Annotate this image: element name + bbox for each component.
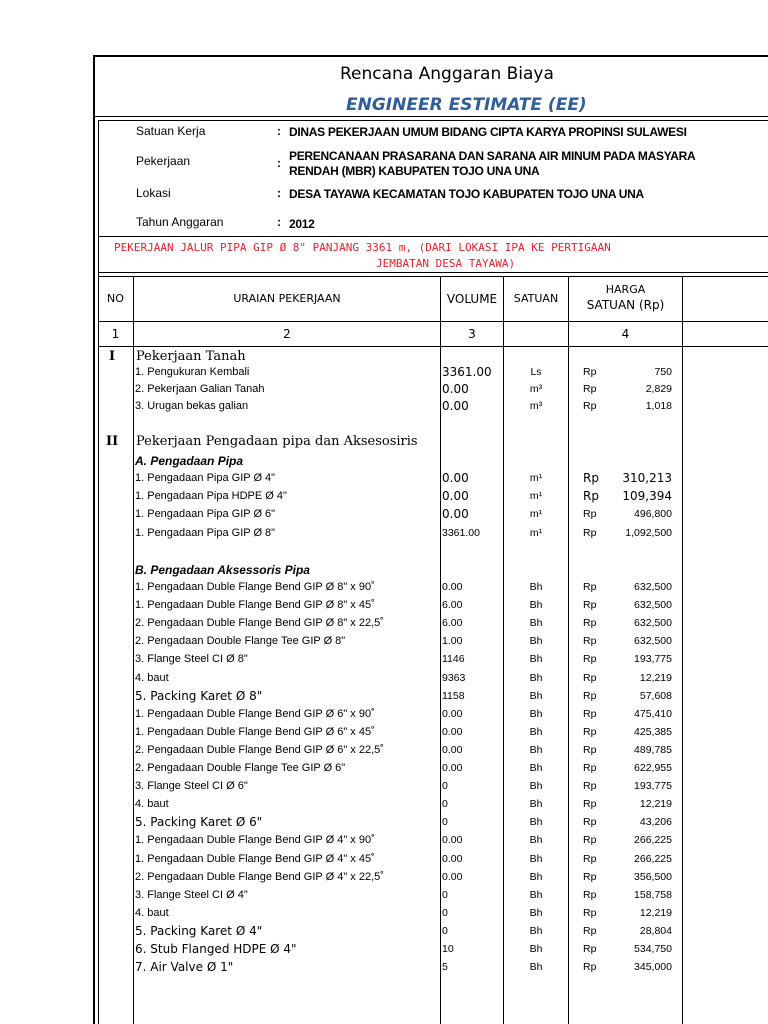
row-currency: Rp: [583, 400, 597, 412]
row-price: 109,394: [622, 489, 672, 503]
row-unit: m³: [529, 383, 543, 395]
row-volume: 9363: [442, 671, 466, 684]
row-volume: 0.00: [442, 707, 463, 720]
row-description: 4. baut: [135, 671, 169, 684]
table-row: [0, 871, 768, 889]
colnum-4: 4: [621, 327, 630, 341]
row-price: 496,800: [634, 508, 672, 520]
row-volume: 0.00: [442, 762, 463, 774]
top-border: [93, 55, 768, 57]
row-volume: 0.00: [442, 743, 463, 756]
table-row: [0, 653, 768, 671]
row-description: 1. Pengadaan Duble Flange Bend GIP Ø 6" x 45˚: [135, 725, 375, 738]
work-description-line1: PEKERJAAN JALUR PIPA GIP Ø 8" PANJANG 3361 m, (DARI LOKASI IPA KE PERTIGAAN: [114, 241, 611, 254]
row-price: 266,225: [634, 852, 672, 865]
row-unit: Bh: [529, 816, 543, 829]
note-bottom-border: [98, 272, 768, 273]
section-number-ii: II: [106, 434, 119, 449]
row-volume: 0.00: [442, 489, 469, 503]
colnum-2: 2: [283, 327, 291, 341]
table-row: [0, 366, 768, 384]
row-description: 1. Pengadaan Duble Flange Bend GIP Ø 4" x 45˚: [135, 852, 375, 865]
row-price: 310,213: [622, 471, 672, 485]
row-currency: Rp: [583, 527, 597, 539]
row-volume: 1.00: [442, 635, 463, 648]
row-volume: 0.00: [442, 834, 463, 847]
row-volume: 5: [442, 961, 448, 974]
table-row: [0, 907, 768, 925]
row-unit: Bh: [529, 870, 543, 883]
row-unit: Bh: [529, 581, 543, 593]
row-description: 2. Pekerjaan Galian Tanah: [135, 383, 265, 395]
row-currency: Rp: [583, 888, 597, 901]
row-volume: 6.00: [442, 617, 463, 630]
table-row: [0, 762, 768, 780]
row-volume: 0.00: [442, 471, 469, 485]
row-currency: Rp: [583, 780, 597, 793]
colnum-bottom-border: [98, 346, 768, 347]
row-volume: 3361.00: [442, 527, 480, 539]
row-unit: Bh: [529, 852, 543, 865]
row-currency: Rp: [583, 961, 597, 974]
row-currency: Rp: [583, 383, 597, 395]
colnum-3: 3: [468, 327, 476, 341]
row-unit: Bh: [529, 725, 543, 738]
row-price: 12,219: [639, 906, 672, 919]
header-bottom-border: [98, 321, 768, 322]
header-no: NO: [107, 292, 124, 305]
row-currency: Rp: [583, 653, 597, 666]
row-description: 5. Packing Karet Ø 6": [135, 815, 263, 830]
row-price: 28,804: [639, 924, 672, 937]
row-price: 356,500: [634, 870, 672, 883]
row-volume: 0.00: [442, 870, 463, 883]
row-price: 750: [654, 366, 672, 378]
section-title-pengadaan: Pekerjaan Pengadaan pipa dan Aksesosiris: [136, 434, 418, 449]
row-volume: 0.00: [442, 852, 463, 865]
row-description: 6. Stub Flanged HDPE Ø 4": [135, 942, 297, 956]
section-number-i: I: [109, 349, 116, 364]
row-currency: Rp: [583, 471, 599, 485]
row-currency: Rp: [583, 581, 597, 593]
row-description: 2. Pengadaan Duble Flange Bend GIP Ø 4" x 22,5˚: [135, 870, 384, 883]
row-price: 632,500: [634, 617, 672, 630]
row-volume: 0.00: [442, 507, 469, 521]
row-description: 7. Air Valve Ø 1": [135, 960, 234, 975]
row-price: 266,225: [634, 834, 672, 847]
row-volume: 0: [442, 798, 448, 811]
row-price: 158,758: [634, 888, 672, 901]
row-description: 2. Pengadaan Duble Flange Bend GIP Ø 6" x 22,5˚: [135, 743, 384, 756]
row-price: 193,775: [634, 653, 672, 666]
row-price: 475,410: [634, 707, 672, 720]
table-row: [0, 889, 768, 907]
row-price: 12,219: [639, 798, 672, 811]
row-price: 632,500: [634, 581, 672, 593]
row-price: 1,092,500: [625, 527, 672, 539]
row-volume: 1158: [442, 689, 465, 702]
row-price: 2,829: [645, 383, 672, 395]
row-description: 3. Urugan bekas galian: [135, 400, 249, 412]
row-unit: Bh: [529, 888, 543, 901]
row-unit: Bh: [529, 743, 543, 756]
row-unit: m¹: [529, 490, 543, 502]
info-colon: :: [277, 215, 281, 229]
row-description: 1. Pengadaan Pipa GIP Ø 6": [135, 508, 276, 520]
row-currency: Rp: [583, 707, 597, 720]
row-unit: m³: [529, 400, 543, 412]
row-unit: Bh: [529, 943, 543, 955]
row-volume: 1146: [442, 653, 465, 666]
table-row: [0, 400, 768, 418]
info-value-pekerjaan: PERENCANAAN PRASARANA DAN SARANA AIR MINUM PADA MASYARA: [289, 149, 696, 163]
row-currency: Rp: [583, 671, 597, 684]
row-description: 4. baut: [135, 906, 169, 919]
table-row: [0, 798, 768, 816]
header-top-border: [98, 276, 768, 277]
row-description: 4. baut: [135, 798, 169, 811]
title-divider: [93, 116, 768, 117]
row-volume: 0: [442, 816, 448, 829]
row-currency: Rp: [583, 834, 597, 847]
row-currency: Rp: [583, 489, 599, 503]
row-unit: Bh: [529, 635, 543, 648]
row-description: 1. Pengadaan Duble Flange Bend GIP Ø 4" x 90˚: [135, 834, 375, 847]
row-unit: Bh: [529, 906, 543, 919]
table-row: [0, 690, 768, 708]
info-label-lokasi: Lokasi: [136, 186, 171, 200]
header-satuan: SATUAN: [513, 292, 559, 305]
row-currency: Rp: [583, 852, 597, 865]
row-description: 1. Pengadaan Duble Flange Bend GIP Ø 8" x 90˚: [135, 581, 375, 593]
row-price: 1,018: [645, 400, 672, 412]
page-title: Rencana Anggaran Biaya: [340, 64, 554, 84]
row-description: 1. Pengadaan Pipa GIP Ø 4": [135, 472, 276, 484]
row-currency: Rp: [583, 870, 597, 883]
row-unit: m¹: [529, 508, 543, 520]
table-row: [0, 672, 768, 690]
row-unit: Bh: [529, 653, 543, 666]
table-row: [0, 708, 768, 726]
table-row: [0, 925, 768, 943]
row-currency: Rp: [583, 798, 597, 811]
row-currency: Rp: [583, 924, 597, 937]
row-price: 622,955: [634, 762, 672, 774]
row-unit: Ls: [530, 366, 542, 378]
row-unit: Bh: [529, 924, 543, 937]
row-price: 632,500: [634, 635, 672, 648]
row-unit: Bh: [529, 689, 543, 702]
table-row: [0, 744, 768, 762]
row-volume: 0: [442, 906, 448, 919]
info-bottom-border: [98, 236, 768, 237]
row-currency: Rp: [583, 617, 597, 630]
row-volume: 6.00: [442, 599, 463, 612]
row-currency: Rp: [583, 635, 597, 648]
table-row: [0, 581, 768, 599]
table-row: [0, 617, 768, 635]
row-price: 345,000: [634, 961, 672, 974]
row-price: 12,219: [639, 671, 672, 684]
row-description: 1. Pengadaan Duble Flange Bend GIP Ø 6" x 90˚: [135, 707, 375, 720]
row-unit: Bh: [529, 834, 543, 847]
row-description: 1. Pengadaan Duble Flange Bend GIP Ø 8" x 45˚: [135, 599, 375, 612]
row-unit: Bh: [529, 599, 543, 612]
work-description-line2: JEMBATAN DESA TAYAWA): [376, 257, 516, 270]
row-description: 3. Flange Steel CI Ø 6": [135, 780, 248, 793]
header-harga-satuan: SATUAN (Rp): [586, 298, 665, 312]
section-title-tanah: Pekerjaan Tanah: [136, 349, 246, 364]
row-unit: m¹: [529, 472, 543, 484]
subsection-title-aksesoris: B. Pengadaan Aksessoris Pipa: [135, 563, 310, 577]
info-label-tahun: Tahun Anggaran: [136, 215, 224, 229]
row-volume: 0: [442, 924, 448, 937]
row-volume: 3361.00: [442, 365, 492, 379]
info-label-pekerjaan: Pekerjaan: [136, 154, 191, 168]
row-description: 3. Flange Steel CI Ø 8": [135, 653, 248, 666]
table-row: [0, 834, 768, 852]
row-volume: 0: [442, 888, 448, 901]
table-row: [0, 472, 768, 490]
row-price: 193,775: [634, 780, 672, 793]
row-currency: Rp: [583, 508, 597, 520]
info-top-border: [98, 120, 768, 121]
info-value-tahun: 2012: [289, 217, 315, 231]
row-description: 2. Pengadaan Duble Flange Bend GIP Ø 8" x 22,5˚: [135, 617, 384, 630]
info-colon: :: [277, 124, 281, 138]
row-currency: Rp: [583, 762, 597, 774]
row-currency: Rp: [583, 366, 597, 378]
table-row: [0, 816, 768, 834]
table-row: [0, 853, 768, 871]
row-description: 2. Pengadaan Double Flange Tee GIP Ø 8": [135, 635, 346, 648]
row-unit: Bh: [529, 617, 543, 630]
header-uraian: URAIAN PEKERJAAN: [233, 292, 341, 305]
row-currency: Rp: [583, 743, 597, 756]
row-volume: 0.00: [442, 581, 463, 593]
table-row: [0, 383, 768, 401]
table-row: [0, 961, 768, 979]
row-currency: Rp: [583, 599, 597, 612]
info-label-satuan-kerja: Satuan Kerja: [136, 124, 206, 138]
row-description: 1. Pengadaan Pipa HDPE Ø 4": [135, 490, 287, 502]
row-volume: 0.00: [442, 382, 469, 396]
row-description: 3. Flange Steel CI Ø 4": [135, 888, 248, 901]
table-row: [0, 490, 768, 508]
info-value-satuan-kerja: DINAS PEKERJAAN UMUM BIDANG CIPTA KARYA PROPINSI SULAWESI: [289, 125, 687, 139]
subsection-title-pipa: A. Pengadaan Pipa: [135, 454, 244, 468]
table-row: [0, 943, 768, 961]
table-row: [0, 780, 768, 798]
row-description: 1. Pengadaan Pipa GIP Ø 8": [135, 527, 276, 539]
row-price: 43,206: [639, 816, 672, 829]
row-price: 534,750: [634, 943, 672, 955]
header-harga: HARGA: [605, 283, 646, 296]
row-currency: Rp: [583, 906, 597, 919]
row-unit: Bh: [529, 707, 543, 720]
row-currency: Rp: [583, 816, 597, 829]
row-volume: 0: [442, 780, 448, 793]
colnum-1: 1: [111, 327, 120, 341]
table-row: [0, 726, 768, 744]
row-description: 5. Packing Karet Ø 8": [135, 688, 263, 703]
row-price: 489,785: [634, 743, 672, 756]
row-description: 5. Packing Karet Ø 4": [135, 923, 263, 938]
row-unit: Bh: [529, 961, 543, 974]
info-value-lokasi: DESA TAYAWA KECAMATAN TOJO KABUPATEN TOJO UNA UNA: [289, 187, 644, 201]
table-row: [0, 599, 768, 617]
row-currency: Rp: [583, 725, 597, 738]
page-subtitle: ENGINEER ESTIMATE (EE): [346, 95, 587, 115]
row-price: 57,608: [639, 689, 672, 702]
table-row: [0, 508, 768, 526]
info-colon: :: [277, 186, 281, 200]
info-colon: :: [277, 156, 281, 170]
row-unit: m¹: [529, 527, 543, 539]
row-unit: Bh: [529, 671, 543, 684]
row-price: 425,385: [634, 725, 672, 738]
row-currency: Rp: [583, 943, 597, 955]
row-currency: Rp: [583, 689, 597, 702]
header-volume: VOLUME: [446, 292, 498, 306]
row-description: 1. Pengukuran Kembali: [135, 366, 250, 378]
row-volume: 0.00: [442, 725, 463, 738]
table-row: [0, 635, 768, 653]
row-unit: Bh: [529, 798, 543, 811]
row-unit: Bh: [529, 762, 543, 774]
table-row: [0, 527, 768, 545]
row-unit: Bh: [529, 780, 543, 793]
row-volume: 10: [442, 943, 454, 955]
row-price: 632,500: [634, 599, 672, 612]
info-value-pekerjaan-line2: RENDAH (MBR) KABUPATEN TOJO UNA UNA: [289, 164, 540, 178]
row-description: 2. Pengadaan Double Flange Tee GIP Ø 6": [135, 762, 346, 774]
row-volume: 0.00: [442, 399, 469, 413]
